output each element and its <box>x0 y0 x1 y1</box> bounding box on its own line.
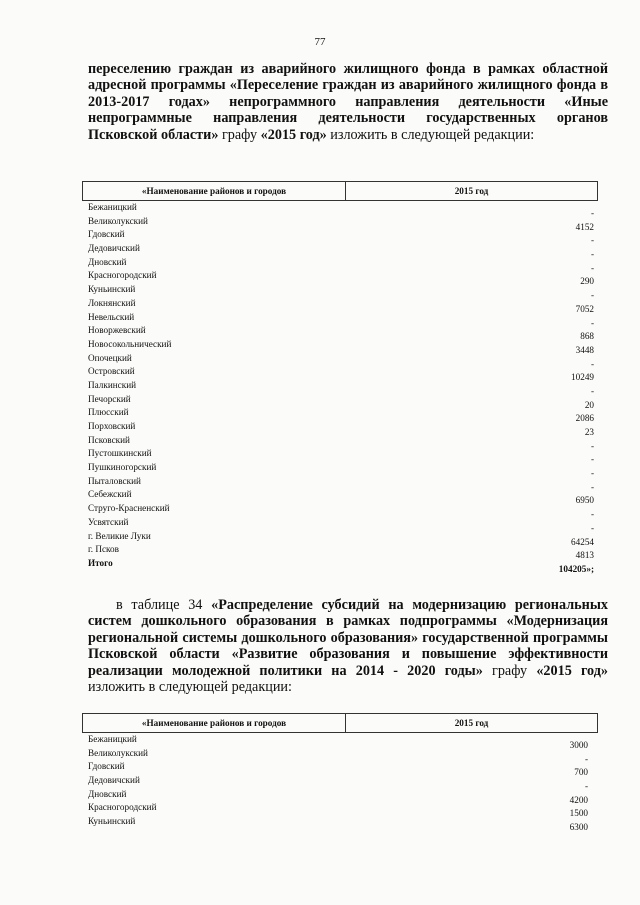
table-row <box>82 760 598 778</box>
table-row <box>82 530 598 547</box>
district-name: Новосокольнический <box>88 338 172 349</box>
table-row <box>82 747 598 764</box>
district-value: 10249 <box>571 372 594 383</box>
district-name: Опочецкий <box>88 352 132 363</box>
district-name: Островский <box>88 366 135 377</box>
table-row <box>82 733 598 750</box>
paragraph-2 <box>88 597 608 695</box>
table-row <box>82 256 598 273</box>
table-row <box>82 420 598 437</box>
paragraph-1-column-name: «2015 год» <box>260 126 327 143</box>
district-name: Струго-Красненский <box>88 503 170 514</box>
district-value: 1500 <box>569 808 588 819</box>
district-name: г. Псков <box>88 544 119 555</box>
district-name: Бежаницкий <box>88 202 137 212</box>
table-row <box>82 283 598 301</box>
table-row <box>82 406 598 424</box>
table-2-body <box>82 733 598 833</box>
district-value: 7052 <box>575 303 594 314</box>
table-1-body <box>82 201 598 574</box>
table-row <box>82 488 598 506</box>
district-value: - <box>590 358 594 369</box>
district-value: 2086 <box>575 413 594 424</box>
district-name: Себежский <box>88 489 132 500</box>
district-value: 4813 <box>575 550 594 561</box>
table-1-col2-header: 2015 год <box>454 186 489 196</box>
district-name: Гдовский <box>88 761 125 772</box>
table-row <box>82 228 598 246</box>
district-value: 23 <box>584 427 594 437</box>
table-row <box>82 461 598 479</box>
table-row <box>82 311 598 328</box>
district-value: - <box>584 753 588 764</box>
district-name: Пушкиногорский <box>88 462 157 473</box>
table-row <box>82 215 598 232</box>
table-1 <box>82 181 598 574</box>
table-row <box>82 393 598 410</box>
table-2 <box>82 713 598 833</box>
table-row <box>82 502 598 520</box>
paragraph-2-bold-title: «Распределение субсидий на модернизацию региональных систем дошкольного образования в рамках подпрограммы «Модернизация региональной системы дошкольного образования» государственной программы Псковской области «Развитие образования и повышение эффективности реализации молодежной политики на 2014 - 2020 годы» <box>88 597 609 679</box>
district-value: 64254 <box>571 536 594 547</box>
table-row <box>82 324 598 342</box>
district-name: Плюсский <box>88 407 129 418</box>
table-row <box>82 365 598 383</box>
district-name: Великолукский <box>88 215 148 226</box>
district-name: Гдовский <box>88 229 125 240</box>
total-value: 104205»; <box>558 563 594 574</box>
district-name: Дновский <box>88 788 127 799</box>
district-value: - <box>590 481 594 492</box>
district-name: Невельский <box>88 311 135 322</box>
district-name: Куньинский <box>88 816 136 827</box>
table-total-row <box>82 557 598 574</box>
table-row <box>82 543 598 561</box>
district-value: - <box>590 235 594 246</box>
district-name: Пыталовский <box>88 475 141 486</box>
table-row <box>82 338 598 355</box>
district-value: 868 <box>580 331 594 342</box>
district-name: Усвятский <box>88 516 129 527</box>
district-value: 4200 <box>569 794 588 805</box>
district-name: Красногородский <box>88 270 157 281</box>
district-name: Пустошкинский <box>88 448 152 459</box>
district-value: - <box>590 522 594 533</box>
district-value: - <box>590 440 594 451</box>
district-value: 700 <box>574 767 588 778</box>
district-name: Печорский <box>88 393 131 404</box>
table-row <box>82 815 598 833</box>
district-value: 290 <box>580 276 594 287</box>
district-name: Великолукский <box>88 747 148 758</box>
table-2-col2-header: 2015 год <box>454 718 489 728</box>
district-name: г. Великие Луки <box>88 530 151 541</box>
paragraph-1-tail: изложить в следующей редакции: <box>326 126 535 143</box>
paragraph-1 <box>88 61 608 143</box>
district-name: Куньинский <box>88 284 136 295</box>
district-value: - <box>584 781 588 792</box>
table-row <box>82 475 598 492</box>
table-row <box>82 447 598 465</box>
district-name: Бежаницкий <box>88 734 137 744</box>
table-row <box>82 297 598 314</box>
table-row <box>82 788 598 805</box>
table-row <box>82 774 598 792</box>
district-value: 4152 <box>575 221 594 232</box>
district-name: Новоржевский <box>88 325 146 336</box>
table-row <box>82 269 598 287</box>
district-name: Палкинский <box>88 379 137 390</box>
district-name: Дедовичский <box>88 775 140 786</box>
table-row <box>82 352 598 369</box>
district-value: - <box>590 208 594 218</box>
paragraph-2-column-name: «2015 год» <box>536 662 608 679</box>
paragraph-1-bold-lead: переселению граждан из аварийного жилищного фонда в рамках областной адресной программы «Переселение граждан из аварийного жилищного фонда в 2013-2017 годах» непрограммного направления деятельности «Иные непрограммные направления деятельности государственных органов Псковской области» <box>88 61 608 143</box>
district-value: 20 <box>584 399 594 410</box>
paragraph-2-mid: графу <box>482 662 537 679</box>
district-value: - <box>590 385 594 396</box>
table-2-col1-header: «Наименование районов и городов <box>83 714 346 732</box>
district-value: - <box>590 290 594 301</box>
paragraph-2-lead: в таблице 34 <box>116 597 212 613</box>
district-name: Локнянский <box>88 297 136 308</box>
district-value: - <box>590 454 594 465</box>
district-value: 6950 <box>575 495 594 506</box>
table-1-header <box>82 181 598 201</box>
district-name: Дедовичский <box>88 243 140 254</box>
district-name: Дновский <box>88 256 127 267</box>
total-label: Итого <box>88 557 113 568</box>
table-2-header <box>82 713 598 733</box>
district-value: 3448 <box>575 344 594 355</box>
table-row <box>82 201 598 218</box>
page-number: 77 <box>314 36 326 48</box>
table-row <box>82 801 598 819</box>
district-value: 6300 <box>569 822 588 833</box>
district-name: Порховский <box>88 421 136 431</box>
district-name: Псковский <box>88 434 130 445</box>
table-row <box>82 379 598 396</box>
district-value: - <box>590 317 594 328</box>
table-row <box>82 434 598 451</box>
district-value: - <box>590 262 594 273</box>
table-1-col1-header: «Наименование районов и городов <box>83 182 346 200</box>
district-value: 3000 <box>569 740 588 750</box>
district-name: Красногородский <box>88 802 157 813</box>
table-row <box>82 516 598 533</box>
district-value: - <box>590 509 594 520</box>
district-value: - <box>590 249 594 260</box>
paragraph-2-tail: изложить в следующей редакции: <box>88 679 292 696</box>
paragraph-1-mid: графу <box>218 126 261 143</box>
table-row <box>82 242 598 260</box>
district-value: - <box>590 468 594 479</box>
